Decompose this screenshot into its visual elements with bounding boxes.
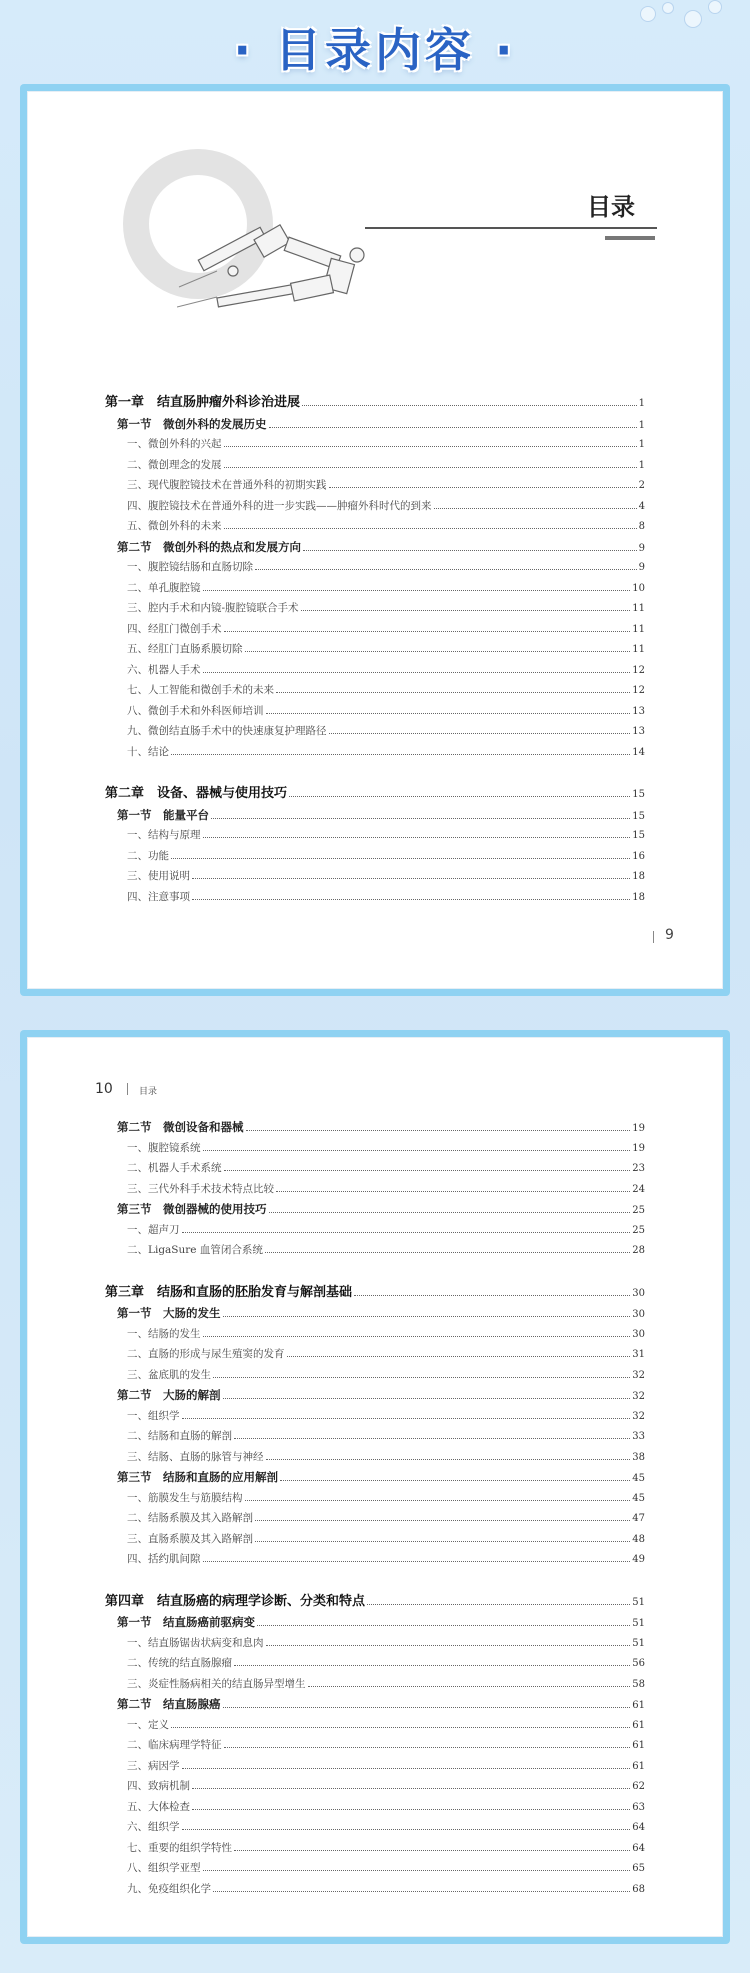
dot-leader bbox=[266, 1644, 631, 1646]
toc-entry-label: 第二节 结直肠腺癌 bbox=[117, 1697, 221, 1711]
toc-item-row bbox=[127, 1427, 645, 1445]
toc-entry-page: 64 bbox=[632, 1822, 645, 1833]
page-title: 目录 bbox=[587, 193, 635, 221]
toc-item-row bbox=[127, 497, 645, 515]
dot-leader bbox=[276, 1190, 630, 1192]
toc-entry-page: 8 bbox=[638, 521, 645, 532]
toc-entry-page: 38 bbox=[632, 1451, 645, 1463]
toc-entry-label: 三、结肠、直肠的脉管与神经 bbox=[127, 1450, 264, 1463]
toc-entry-page: 1 bbox=[638, 439, 645, 450]
dot-leader bbox=[245, 1499, 631, 1501]
toc-section-row bbox=[117, 538, 645, 556]
dot-leader bbox=[280, 1479, 630, 1481]
dot-leader bbox=[354, 1294, 630, 1296]
toc-entry-page: 13 bbox=[632, 705, 645, 717]
toc-entry-label: 二、结肠和直肠的解剖 bbox=[127, 1430, 232, 1442]
toc-section-row bbox=[117, 806, 645, 824]
toc-entry-label: 第一节 大肠的发生 bbox=[117, 1306, 221, 1320]
toc-item-row bbox=[127, 681, 645, 699]
toc-entry-page: 1 bbox=[638, 419, 645, 431]
toc-entry-label: 一、微创外科的兴起 bbox=[127, 438, 222, 450]
bubble-decoration bbox=[708, 0, 722, 14]
toc-entry-page: 61 bbox=[632, 1740, 645, 1751]
toc-entry-label: 三、直肠系膜及其入路解剖 bbox=[127, 1532, 253, 1545]
toc-item-row bbox=[127, 599, 645, 617]
toc-item-row bbox=[127, 1818, 645, 1836]
toc-item-row bbox=[127, 1716, 645, 1734]
dot-leader bbox=[203, 1335, 631, 1337]
toc-entry-label: 二、功能 bbox=[127, 849, 169, 862]
toc-entry-page: 64 bbox=[632, 1842, 645, 1854]
toc-entry-page: 61 bbox=[632, 1700, 645, 1711]
toc-entry-label: 二、结肠系膜及其入路解剖 bbox=[127, 1512, 253, 1524]
toc-item-row bbox=[127, 826, 645, 844]
dot-leader bbox=[301, 609, 631, 611]
toc-entry-page: 33 bbox=[632, 1431, 645, 1442]
toc-section-row bbox=[117, 1200, 645, 1218]
running-head: 目录 bbox=[139, 1087, 158, 1097]
dot-leader bbox=[171, 1726, 630, 1728]
toc-entry-label: 七、人工智能和微创手术的未来 bbox=[127, 684, 274, 696]
dot-leader bbox=[246, 1129, 631, 1131]
toc-entry-page: 25 bbox=[632, 1205, 645, 1216]
toc-entry-page: 19 bbox=[632, 1123, 645, 1134]
dot-leader bbox=[192, 1787, 630, 1789]
toc-entry-page: 16 bbox=[632, 850, 645, 862]
toc-entry-label: 第二章 设备、器械与使用技巧 bbox=[105, 786, 288, 801]
toc-entry-page: 49 bbox=[632, 1554, 645, 1565]
toc-entry-label: 第二节 微创设备和器械 bbox=[117, 1120, 244, 1134]
toc-entry-page: 14 bbox=[632, 746, 645, 758]
toc-entry-label: 一、定义 bbox=[127, 1718, 169, 1731]
toc-entry-label: 八、微创手术和外科医师培训 bbox=[127, 704, 264, 717]
toc-entry-label: 第三章 结肠和直肠的胚胎发育与解剖基础 bbox=[105, 1284, 353, 1300]
toc-entry-page: 63 bbox=[632, 1801, 645, 1813]
toc-item-row bbox=[127, 1757, 645, 1775]
dot-leader bbox=[203, 1560, 631, 1562]
toc-entry-label: 七、重要的组织学特性 bbox=[127, 1841, 232, 1854]
toc-entry-page: 25 bbox=[632, 1224, 645, 1236]
toc-item-row bbox=[127, 1798, 645, 1816]
toc-item-row bbox=[127, 1509, 645, 1527]
toc-chapter-row bbox=[105, 394, 645, 412]
toc-entry-page: 18 bbox=[632, 871, 645, 882]
toc-entry-page: 11 bbox=[632, 644, 645, 655]
toc-entry-label: 第三节 微创器械的使用技巧 bbox=[117, 1202, 267, 1216]
page-number-divider bbox=[653, 931, 654, 943]
dot-leader bbox=[182, 1417, 631, 1419]
toc-entry-page: 32 bbox=[632, 1369, 645, 1381]
toc-section-row bbox=[117, 1118, 645, 1136]
toc-entry-label: 二、传统的结直肠腺瘤 bbox=[127, 1657, 232, 1669]
dot-leader bbox=[203, 836, 631, 838]
dot-leader bbox=[211, 817, 630, 819]
toc-section-row bbox=[117, 1386, 645, 1404]
toc-entry-label: 三、现代腹腔镜技术在普通外科的初期实践 bbox=[127, 479, 327, 491]
toc-entry-page: 1 bbox=[638, 459, 645, 471]
toc-chapter-row bbox=[105, 1593, 645, 1611]
toc-item-row bbox=[127, 456, 645, 474]
dot-leader bbox=[182, 1828, 631, 1830]
toc-entry-label: 二、LigaSure 血管闭合系统 bbox=[127, 1244, 263, 1256]
dot-leader bbox=[287, 1355, 631, 1357]
toc-item-row bbox=[127, 1221, 645, 1239]
toc-entry-label: 八、组织学亚型 bbox=[127, 1862, 201, 1874]
toc-item-row bbox=[127, 435, 645, 453]
toc-item-row bbox=[127, 1550, 645, 1568]
toc-item-row bbox=[127, 1736, 645, 1754]
toc-section-row bbox=[117, 1695, 645, 1713]
toc-entry-label: 九、免疫组织化学 bbox=[127, 1882, 211, 1895]
toc-entry-page: 28 bbox=[632, 1245, 645, 1256]
toc-entry-page: 61 bbox=[632, 1760, 645, 1772]
dot-leader bbox=[255, 1540, 630, 1542]
toc-entry-page: 15 bbox=[632, 810, 645, 822]
toc-entry-label: 十、结论 bbox=[127, 745, 169, 758]
dot-leader bbox=[223, 1706, 631, 1708]
heading-rule-accent bbox=[605, 236, 655, 240]
toc-entry-page: 51 bbox=[632, 1596, 645, 1608]
toc-item-row bbox=[127, 1654, 645, 1672]
dot-leader bbox=[223, 1315, 631, 1317]
dot-leader bbox=[224, 527, 637, 529]
toc-entry-label: 三、三代外科手术技术特点比较 bbox=[127, 1182, 274, 1195]
toc-entry-page: 48 bbox=[632, 1533, 645, 1545]
dot-leader bbox=[192, 898, 630, 900]
toc-entry-page: 15 bbox=[632, 789, 645, 800]
page-number: 10 bbox=[95, 1081, 113, 1097]
bubble-decoration bbox=[662, 2, 674, 14]
toc-entry-page: 47 bbox=[632, 1513, 645, 1524]
dot-leader bbox=[245, 650, 631, 652]
toc-entry-page: 11 bbox=[632, 623, 645, 635]
toc-section-row bbox=[117, 1468, 645, 1486]
toc-entry-label: 二、临床病理学特征 bbox=[127, 1739, 222, 1751]
dot-leader bbox=[234, 1664, 630, 1666]
dot-leader bbox=[224, 445, 637, 447]
toc-entry-page: 45 bbox=[632, 1473, 645, 1484]
toc-entry-page: 9 bbox=[638, 542, 645, 554]
toc-item-row bbox=[127, 1777, 645, 1795]
toc-entry-label: 四、腹腔镜技术在普通外科的进一步实践——肿瘤外科时代的到来 bbox=[127, 499, 432, 512]
toc-item-row bbox=[127, 558, 645, 576]
dot-leader bbox=[308, 1685, 631, 1687]
toc-entry-page: 51 bbox=[632, 1637, 645, 1649]
dot-leader bbox=[203, 1149, 631, 1151]
toc-entry-label: 第一节 微创外科的发展历史 bbox=[117, 416, 267, 431]
toc-entry-label: 一、结直肠锯齿状病变和息肉 bbox=[127, 1636, 264, 1649]
toc-item-row bbox=[127, 702, 645, 720]
toc-entry-page: 10 bbox=[632, 582, 645, 594]
toc-entry-page: 31 bbox=[632, 1349, 645, 1360]
toc-item-row bbox=[127, 1839, 645, 1857]
toc-entry-page: 9 bbox=[638, 562, 645, 573]
surgical-instruments-illustration bbox=[177, 191, 397, 321]
toc-entry-page: 1 bbox=[638, 398, 645, 409]
toc-entry-label: 一、结构与原理 bbox=[127, 829, 201, 841]
dot-leader bbox=[192, 877, 630, 879]
dot-leader bbox=[367, 1603, 630, 1605]
dot-leader bbox=[213, 1376, 630, 1378]
toc-entry-label: 一、组织学 bbox=[127, 1409, 180, 1422]
toc-entry-page: 4 bbox=[638, 500, 645, 512]
toc-entry-label: 第一章 结直肠肿瘤外科诊治进展 bbox=[105, 395, 301, 410]
toc-entry-label: 第一节 能量平台 bbox=[117, 807, 209, 822]
toc-entry-page: 15 bbox=[632, 830, 645, 841]
dot-leader bbox=[224, 1746, 631, 1748]
toc-item-row bbox=[127, 1345, 645, 1363]
toc-entry-label: 五、大体检查 bbox=[127, 1800, 190, 1813]
toc-item-row bbox=[127, 661, 645, 679]
dot-leader bbox=[182, 1231, 631, 1233]
toc-item-row bbox=[127, 1180, 645, 1198]
toc-entry-page: 2 bbox=[638, 480, 645, 491]
dot-leader bbox=[329, 486, 637, 488]
toc-entry-label: 第三节 结肠和直肠的应用解剖 bbox=[117, 1470, 278, 1484]
toc-entry-label: 一、腹腔镜结肠和直肠切除 bbox=[127, 561, 253, 573]
toc-entry-label: 六、机器人手术 bbox=[127, 663, 201, 676]
toc-entry-label: 三、腔内手术和内镜-腹腔镜联合手术 bbox=[127, 602, 299, 614]
dot-leader bbox=[276, 691, 630, 693]
toc-entry-label: 一、结肠的发生 bbox=[127, 1327, 201, 1340]
toc-entry-page: 32 bbox=[632, 1410, 645, 1422]
toc-item-row bbox=[127, 1489, 645, 1507]
toc-item-row bbox=[127, 1859, 645, 1877]
toc-entry-label: 第二节 大肠的解剖 bbox=[117, 1388, 221, 1402]
dot-leader bbox=[265, 1251, 630, 1253]
toc-item-row bbox=[127, 867, 645, 885]
toc-entry-label: 九、微创结直肠手术中的快速康复护理路径 bbox=[127, 725, 327, 737]
dot-leader bbox=[182, 1767, 631, 1769]
toc-item-row bbox=[127, 1407, 645, 1425]
toc-item-row bbox=[127, 1139, 645, 1157]
dot-leader bbox=[255, 568, 637, 570]
toc-entry-label: 第二节 微创外科的热点和发展方向 bbox=[117, 539, 301, 554]
toc-entry-label: 三、使用说明 bbox=[127, 870, 190, 882]
toc-entry-page: 45 bbox=[632, 1492, 645, 1504]
toc-entry-label: 第四章 结直肠癌的病理学诊断、分类和特点 bbox=[105, 1593, 366, 1609]
toc-item-row bbox=[127, 1241, 645, 1259]
toc-entry-page: 65 bbox=[632, 1863, 645, 1874]
toc-item-row bbox=[127, 640, 645, 658]
page-number-divider bbox=[127, 1083, 128, 1095]
toc-item-row bbox=[127, 1880, 645, 1898]
toc-section-row bbox=[117, 1304, 645, 1322]
toc-entry-label: 一、腹腔镜系统 bbox=[127, 1141, 201, 1154]
toc-entry-label: 三、炎症性肠病相关的结直肠异型增生 bbox=[127, 1677, 306, 1690]
toc-item-row bbox=[127, 1448, 645, 1466]
dot-leader bbox=[269, 426, 637, 428]
dot-leader bbox=[223, 1397, 631, 1399]
dot-leader bbox=[192, 1808, 630, 1810]
dot-leader bbox=[303, 549, 637, 551]
toc-entry-label: 一、筋膜发生与筋膜结构 bbox=[127, 1491, 243, 1504]
toc-entry-label: 三、盆底肌的发生 bbox=[127, 1368, 211, 1381]
toc-entry-page: 30 bbox=[632, 1328, 645, 1340]
toc-entry-label: 四、致病机制 bbox=[127, 1780, 190, 1792]
dot-leader bbox=[234, 1437, 630, 1439]
toc-item-row bbox=[127, 1634, 645, 1652]
dot-leader bbox=[171, 857, 630, 859]
toc-entry-page: 30 bbox=[632, 1309, 645, 1320]
toc-entry-page: 32 bbox=[632, 1391, 645, 1402]
dot-leader bbox=[203, 1869, 631, 1871]
toc-entry-label: 五、微创外科的未来 bbox=[127, 520, 222, 532]
dot-leader bbox=[203, 589, 631, 591]
toc-entry-label: 二、机器人手术系统 bbox=[127, 1162, 222, 1174]
dot-leader bbox=[289, 795, 630, 797]
page-frame-2 bbox=[20, 1030, 730, 1944]
dot-leader bbox=[224, 1169, 631, 1171]
toc-entry-page: 56 bbox=[632, 1658, 645, 1669]
dot-leader bbox=[266, 712, 631, 714]
toc-item-row bbox=[127, 1325, 645, 1343]
toc-entry-label: 四、经肛门微创手术 bbox=[127, 622, 222, 635]
toc-item-row bbox=[127, 1530, 645, 1548]
toc-entry-page: 51 bbox=[632, 1618, 645, 1629]
toc-chapter-row bbox=[105, 785, 645, 803]
toc-entry-label: 六、组织学 bbox=[127, 1821, 180, 1833]
banner-title: · 目录内容 · bbox=[233, 23, 517, 77]
toc-section-row bbox=[117, 415, 645, 433]
dot-leader bbox=[302, 404, 637, 406]
toc-entry-page: 68 bbox=[632, 1883, 645, 1895]
toc-item-row bbox=[127, 888, 645, 906]
toc-chapter-row bbox=[105, 1284, 645, 1302]
page-1 bbox=[27, 91, 723, 989]
dot-leader bbox=[203, 671, 631, 673]
toc-entry-label: 四、括约肌间隙 bbox=[127, 1553, 201, 1565]
toc-section-row bbox=[117, 1613, 645, 1631]
page-frame-1 bbox=[20, 84, 730, 996]
toc-item-row bbox=[127, 620, 645, 638]
toc-entry-label: 二、直肠的形成与尿生殖窦的发育 bbox=[127, 1348, 285, 1360]
toc-entry-page: 23 bbox=[632, 1163, 645, 1174]
dot-leader bbox=[171, 753, 630, 755]
toc-entry-page: 18 bbox=[632, 891, 645, 903]
toc-item-row bbox=[127, 722, 645, 740]
dot-leader bbox=[255, 1519, 630, 1521]
toc-entry-page: 61 bbox=[632, 1719, 645, 1731]
toc-entry-label: 五、经肛门直肠系膜切除 bbox=[127, 643, 243, 655]
toc-item-row bbox=[127, 1675, 645, 1693]
toc-entry-page: 24 bbox=[632, 1183, 645, 1195]
toc-entry-label: 一、超声刀 bbox=[127, 1223, 180, 1236]
toc-entry-page: 12 bbox=[632, 685, 645, 696]
dot-leader bbox=[213, 1890, 630, 1892]
toc-item-row bbox=[127, 476, 645, 494]
dot-leader bbox=[224, 466, 637, 468]
dot-leader bbox=[234, 1849, 630, 1851]
toc-entry-page: 62 bbox=[632, 1781, 645, 1792]
toc-entry-page: 11 bbox=[632, 603, 645, 614]
dot-leader bbox=[269, 1211, 631, 1213]
toc-entry-label: 第一节 结直肠癌前驱病变 bbox=[117, 1615, 255, 1629]
toc-item-row bbox=[127, 847, 645, 865]
dot-leader bbox=[257, 1624, 630, 1626]
toc-item-row bbox=[127, 517, 645, 535]
toc-entry-page: 58 bbox=[632, 1678, 645, 1690]
toc-entry-page: 12 bbox=[632, 664, 645, 676]
toc-entry-page: 30 bbox=[632, 1287, 645, 1299]
dot-leader bbox=[329, 732, 631, 734]
dot-leader bbox=[434, 507, 637, 509]
toc-item-row bbox=[127, 1366, 645, 1384]
page-number: 9 bbox=[665, 927, 674, 943]
page-2 bbox=[27, 1037, 723, 1937]
toc-entry-page: 13 bbox=[632, 726, 645, 737]
dot-leader bbox=[266, 1458, 631, 1460]
toc-entry-label: 四、注意事项 bbox=[127, 890, 190, 903]
banner bbox=[0, 0, 750, 82]
toc-item-row bbox=[127, 1159, 645, 1177]
toc-item-row bbox=[127, 743, 645, 761]
heading-rule bbox=[365, 227, 657, 229]
dot-leader bbox=[224, 630, 631, 632]
toc-entry-label: 三、病因学 bbox=[127, 1759, 180, 1772]
toc-entry-label: 二、微创理念的发展 bbox=[127, 458, 222, 471]
toc-entry-label: 二、单孔腹腔镜 bbox=[127, 581, 201, 594]
toc-item-row bbox=[127, 579, 645, 597]
toc-entry-page: 19 bbox=[632, 1142, 645, 1154]
